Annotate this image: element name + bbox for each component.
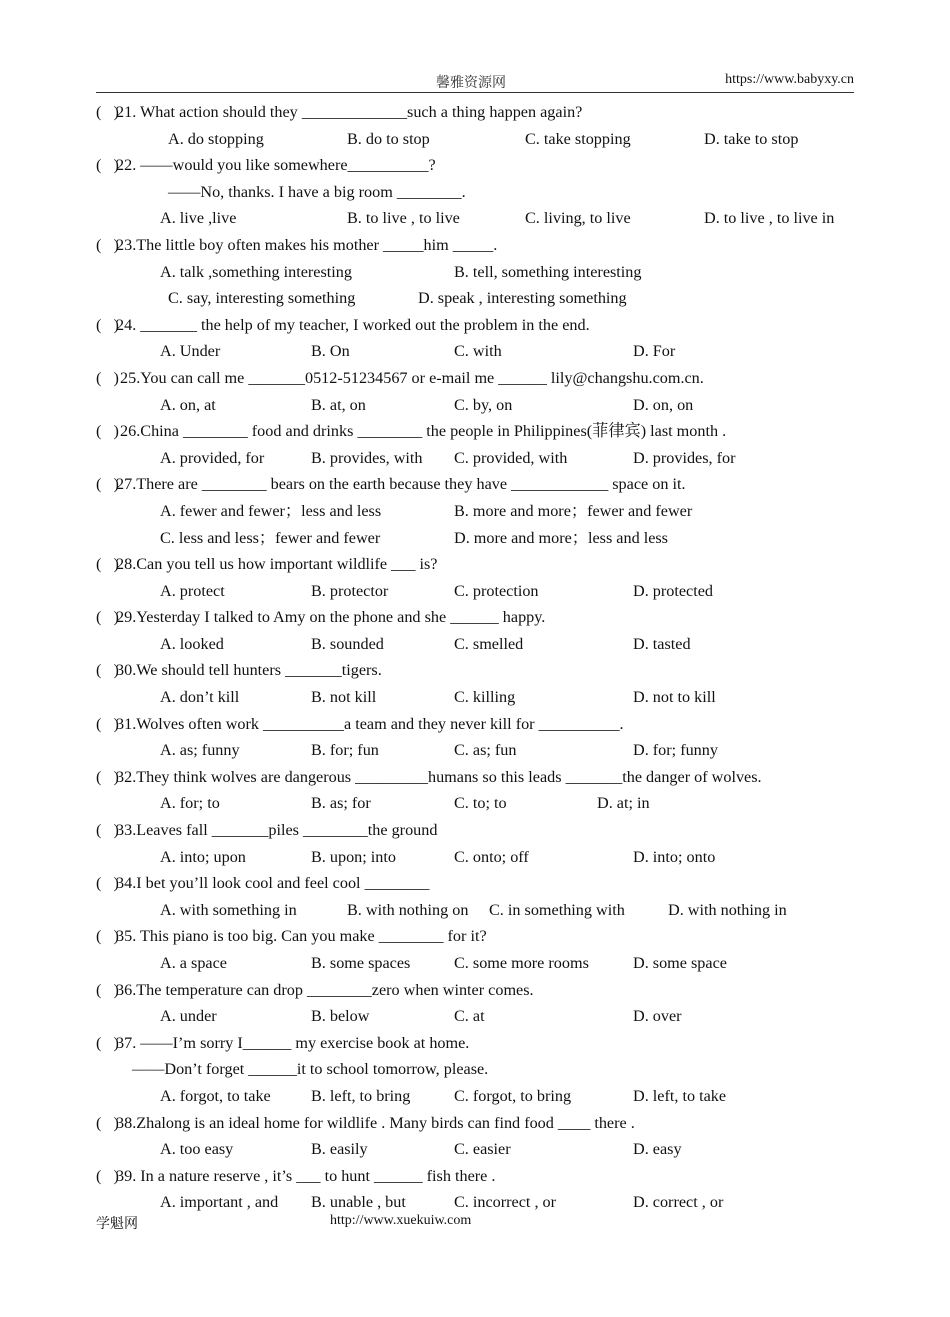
answer-option: B. to live , to live [347,209,460,228]
answer-blank: ( ) [96,315,119,334]
answer-option: C. to; to [454,794,507,813]
answer-option: C. smelled [454,634,524,653]
answer-option: D. protected [633,581,714,600]
options-line [96,498,866,525]
answer-blank: ( ) [96,1113,119,1132]
question-line [96,711,866,738]
options-line [96,126,866,153]
answer-option: C. provided, with [454,448,568,467]
question-line [96,657,866,684]
answer-blank: ( ) [96,1166,119,1185]
question-line [96,764,866,791]
question-text: 36.The temperature can drop ________zero when winter comes. [116,980,534,999]
answer-option: B. below [311,1007,370,1026]
answer-blank: ( ) [96,475,119,494]
header-site-name: 馨雅资源网 [436,76,506,91]
answer-option: D. over [633,1007,682,1026]
options-line [96,1189,866,1216]
answer-option: C. with [454,342,502,361]
answer-option: C. some more rooms [454,954,589,972]
question-text: 35. This piano is too big. Can you make ________ for it? [116,927,487,946]
question-text: 39. In a nature reserve , it’s ___ to hunt ______ fish there . [116,1166,496,1185]
options-line [96,285,866,312]
answer-blank: ( ) [96,422,119,441]
answer-option: C. killing [454,688,516,707]
options-line [96,205,866,232]
answer-option: A. into; upon [160,847,246,866]
question-line [96,1030,866,1057]
question-line [96,604,866,631]
dialogue-text: ——No, thanks. I have a big room ________. [168,182,466,201]
question-line [96,312,866,339]
footer-site-name: 学魁网 [96,1217,138,1232]
answer-option: C. easier [454,1140,511,1159]
options-line [96,790,866,817]
answer-option: C. living, to live [525,209,631,228]
answer-option: C. less and less；fewer and fewer [160,528,381,547]
answer-option: C. as; fun [454,741,517,760]
answer-option: B. do to stop [347,129,430,148]
answer-option: D. into; onto [633,847,716,866]
answer-option: A. a space [160,954,227,972]
answer-blank: ( ) [96,714,119,733]
question-text: 37. ——I’m sorry I______ my exercise book at home. [116,1033,470,1052]
answer-blank: ( ) [96,767,119,786]
answer-option: D. with nothing in [668,900,787,919]
answer-blank: ( ) [96,661,119,680]
answer-option: B. tell, something interesting [454,262,642,281]
options-line [96,338,866,365]
answer-option: C. incorrect , or [454,1193,557,1212]
options-line [96,897,866,924]
answer-option: B. provides, with [311,448,423,467]
answer-option: B. not kill [311,688,377,707]
answer-option: C. onto; off [454,847,529,866]
page-header [96,70,854,93]
answer-option: A. fewer and fewer；less and less [160,501,382,520]
answer-blank: ( ) [96,156,119,175]
options-line [96,631,866,658]
question-line [96,923,866,950]
question-text: 31.Wolves often work __________a team and they never kill for __________. [116,714,624,733]
question-line [96,551,866,578]
question-text: 28.Can you tell us how important wildlife ___ is? [116,555,438,574]
answer-blank: ( ) [96,608,119,627]
answer-option: D. speak , interesting something [418,289,627,308]
question-text: 24. _______ the help of my teacher, I worked out the problem in the end. [116,315,590,334]
question-line [96,418,866,445]
question-text: 30.We should tell hunters _______tigers. [116,661,382,680]
answer-option: A. Under [160,342,221,361]
question-text: 23.The little boy often makes his mother _____him _____. [116,235,498,254]
answer-option: D. easy [633,1140,682,1159]
answer-option: A. too easy [160,1140,234,1159]
answer-option: A. as; funny [160,741,240,760]
options-line [96,684,866,711]
answer-option: B. sounded [311,634,384,653]
options-line [96,950,866,977]
answer-option: A. forgot, to take [160,1086,271,1105]
question-line [96,365,866,392]
answer-option: A. talk ,something interesting [160,262,352,281]
question-text: 25.You can call me _______0512-51234567 or e-mail me ______ lily@changshu.com.cn. [116,368,704,387]
options-line [96,844,866,871]
answer-option: A. protect [160,581,225,600]
answer-blank: ( ) [96,874,119,893]
question-text: 33.Leaves fall _______piles ________the ground [116,821,438,840]
answer-blank: ( ) [96,368,119,387]
answer-option: A. under [160,1007,217,1026]
answer-blank: ( ) [96,821,119,840]
question-line [96,1163,866,1190]
answer-blank: ( ) [96,555,119,574]
question-text: 29.Yesterday I talked to Amy on the phone and she ______ happy. [116,608,546,627]
header-url: https://www.babyxy.cn [725,72,854,87]
answer-option: D. For [633,342,676,361]
answer-option: B. unable , but [311,1193,406,1212]
options-line [96,259,866,286]
options-line [96,578,866,605]
page-footer [96,1213,854,1233]
answer-option: B. easily [311,1140,368,1159]
answer-option: B. On [311,342,350,361]
question-line [96,977,866,1004]
options-line [96,525,866,552]
answer-option: B. at, on [311,395,366,414]
question-text: 26.China ________ food and drinks ________ the people in Philippines(菲律宾) last month . [116,422,727,441]
answer-option: B. some spaces [311,954,411,972]
answer-option: D. at; in [597,794,650,813]
question-line [96,152,866,179]
answer-option: A. important , and [160,1193,279,1212]
answer-option: B. as; for [311,794,371,813]
question-text: 21. What action should they _____________such a thing happen again? [116,103,583,121]
answer-option: C. take stopping [525,129,631,148]
answer-option: A. for; to [160,794,220,813]
footer-url: http://www.xuekuiw.com [330,1213,472,1228]
answer-blank: ( ) [96,1033,119,1052]
options-line [96,392,866,419]
answer-option: D. left, to take [633,1086,727,1105]
answer-option: C. forgot, to bring [454,1086,572,1105]
question-text: 27.There are ________ bears on the earth because they have ____________ space on it. [116,475,686,494]
question-line [96,1110,866,1137]
question-line [96,817,866,844]
answer-option: B. more and more；fewer and fewer [454,501,693,520]
question-line [96,471,866,498]
answer-option: A. don’t kill [160,688,240,707]
answer-option: D. tasted [633,634,691,653]
question-text: 32.They think wolves are dangerous _________humans so this leads _______the danger of wolves. [116,767,762,786]
answer-blank: ( ) [96,103,119,121]
options-line [96,1136,866,1163]
answer-option: B. protector [311,581,389,600]
answer-option: A. with something in [160,900,297,919]
question-line [96,870,866,897]
answer-option: D. not to kill [633,688,716,707]
answer-option: C. at [454,1007,485,1026]
options-line [96,737,866,764]
answer-option: A. provided, for [160,448,265,467]
answer-option: B. left, to bring [311,1086,411,1105]
answer-option: B. with nothing on [347,900,469,919]
answer-option: D. on, on [633,395,694,414]
answer-option: D. some space [633,954,727,972]
answer-option: D. correct , or [633,1193,724,1212]
answer-option: D. take to stop [704,129,799,148]
options-line [96,445,866,472]
answer-option: C. in something with [489,900,625,919]
answer-option: A. do stopping [168,129,264,148]
dialogue-text: ——Don’t forget ______it to school tomorrow, please. [132,1060,489,1079]
answer-option: A. on, at [160,395,216,414]
question-line [96,232,866,259]
question-text: 34.I bet you’ll look cool and feel cool ________ [116,874,430,893]
answer-option: C. say, interesting something [168,289,356,308]
dialogue-line [96,179,866,206]
answer-blank: ( ) [96,235,119,254]
options-line [96,1003,866,1030]
question-list [96,99,866,1216]
answer-option: A. live ,live [160,209,237,228]
answer-option: D. for; funny [633,741,718,760]
answer-option: B. for; fun [311,741,379,760]
question-line [96,99,866,126]
answer-blank: ( ) [96,927,119,946]
answer-option: A. looked [160,634,224,653]
answer-option: D. more and more；less and less [454,528,668,547]
answer-option: C. by, on [454,395,513,414]
answer-option: C. protection [454,581,539,600]
dialogue-line [96,1056,866,1083]
answer-blank: ( ) [96,980,119,999]
answer-option: D. provides, for [633,448,736,467]
answer-option: D. to live , to live in [704,209,835,228]
answer-option: B. upon; into [311,847,396,866]
options-line [96,1083,866,1110]
question-text: 22. ——would you like somewhere__________? [116,156,436,175]
question-text: 38.Zhalong is an ideal home for wildlife . Many birds can find food ____ there . [116,1113,635,1132]
